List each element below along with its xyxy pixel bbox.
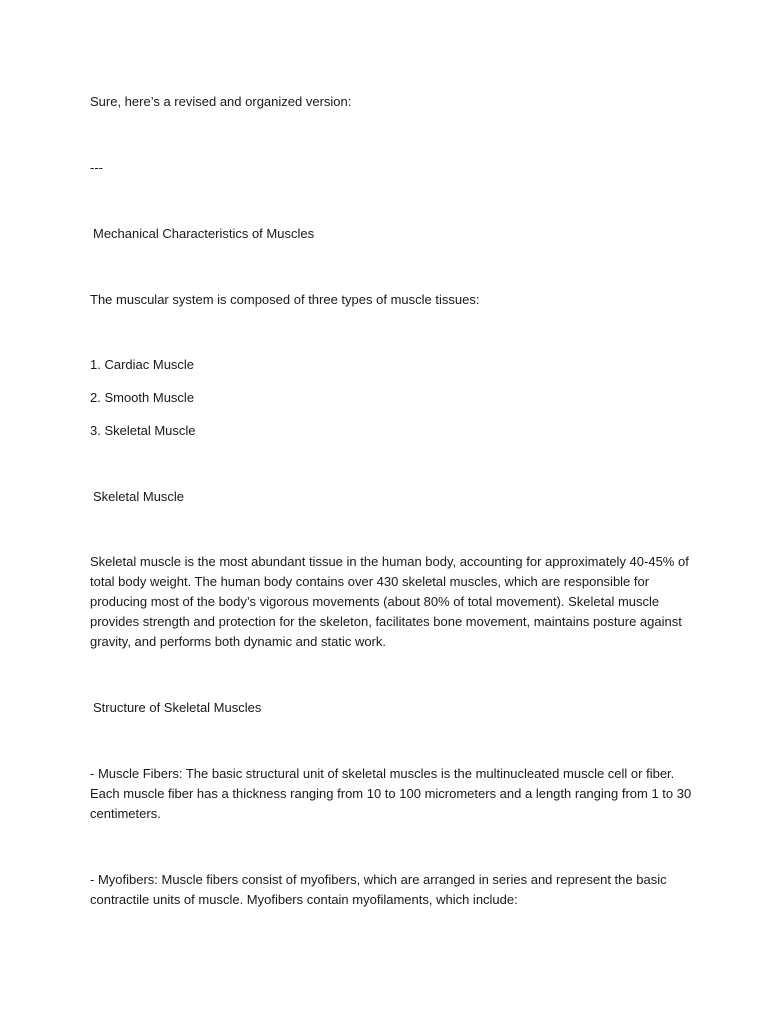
paragraph-line: Each muscle fiber has a thickness ranging from 10 to 100 micrometers and a length ranging from 1 to 30 (90, 786, 692, 801)
paragraph-line: - Muscle Fibers: The basic structural unit of skeletal muscles is the multinucleated muscle cell or fiber. (90, 766, 675, 781)
paragraph-line: - Myofibers: Muscle fibers consist of myofibers, which are arranged in series and represent the basic (90, 872, 667, 887)
paragraph-line: producing most of the body’s vigorous movements (about 80% of total movement). Skeletal muscle (90, 594, 660, 609)
paragraph-line: centimeters. (90, 806, 161, 821)
section-heading-structure: Structure of Skeletal Muscles (93, 700, 262, 715)
list-item-skeletal: 3. Skeletal Muscle (90, 423, 196, 438)
paragraph-line: Skeletal muscle is the most abundant tissue in the human body, accounting for approximately 40-45% of (90, 554, 689, 569)
list-item-smooth: 2. Smooth Muscle (90, 390, 195, 405)
paragraph-line: contractile units of muscle. Myofibers contain myofilaments, which include: (90, 892, 518, 907)
separator: --- (90, 160, 103, 175)
section-heading-skeletal: Skeletal Muscle (93, 489, 185, 504)
paragraph-line: total body weight. The human body contains over 430 skeletal muscles, which are responsible for (90, 574, 650, 589)
types-intro: The muscular system is composed of three types of muscle tissues: (90, 292, 480, 307)
document-title: Mechanical Characteristics of Muscles (93, 226, 315, 241)
intro-text: Sure, here’s a revised and organized version: (90, 94, 352, 109)
paragraph-line: gravity, and performs both dynamic and static work. (90, 634, 386, 649)
paragraph-line: provides strength and protection for the skeleton, facilitates bone movement, maintains posture against (90, 614, 682, 629)
list-item-cardiac: 1. Cardiac Muscle (90, 357, 195, 372)
